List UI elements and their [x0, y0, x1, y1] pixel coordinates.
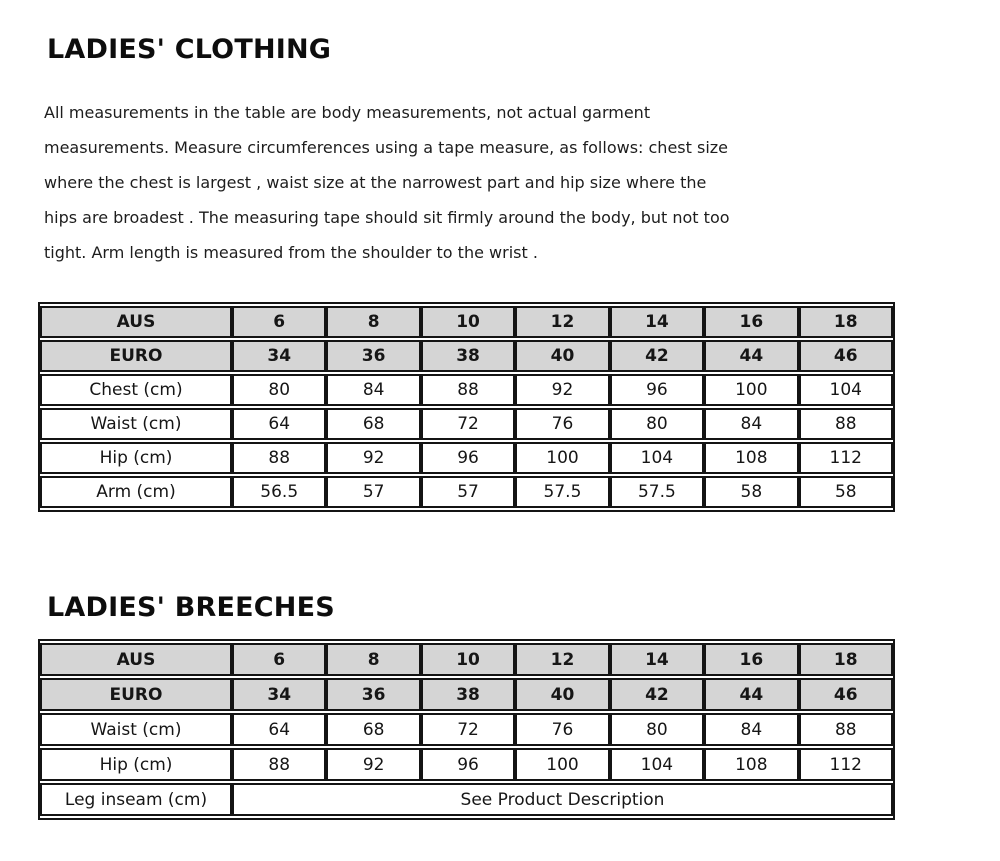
size-cell: 34	[232, 340, 326, 372]
size-cell: 44	[704, 340, 798, 372]
row-label: AUS	[40, 306, 232, 338]
size-cell: 108	[704, 442, 798, 474]
table-row-euro	[40, 340, 893, 372]
size-cell: 80	[610, 408, 704, 440]
size-cell: 68	[326, 408, 420, 440]
size-cell: 112	[799, 442, 893, 474]
size-cell: 92	[515, 374, 609, 406]
size-cell: 18	[799, 643, 893, 676]
size-cell: 88	[799, 408, 893, 440]
size-cell: 8	[326, 306, 420, 338]
size-cell: 100	[704, 374, 798, 406]
size-cell: 104	[610, 442, 704, 474]
size-cell: 64	[232, 713, 326, 746]
row-label: Waist (cm)	[40, 713, 232, 746]
clothing-size-table	[38, 302, 895, 512]
row-label: Waist (cm)	[40, 408, 232, 440]
table-row-aus	[40, 643, 893, 676]
size-cell: 92	[326, 748, 420, 781]
size-cell: 12	[515, 643, 609, 676]
size-cell: 38	[421, 340, 515, 372]
size-cell: 40	[515, 340, 609, 372]
size-cell: 96	[421, 442, 515, 474]
size-cell: 42	[610, 678, 704, 711]
size-cell: 72	[421, 713, 515, 746]
size-cell: 10	[421, 306, 515, 338]
size-cell: 80	[232, 374, 326, 406]
row-label: Arm (cm)	[40, 476, 232, 508]
size-cell: 112	[799, 748, 893, 781]
size-cell: 104	[610, 748, 704, 781]
size-cell: 57	[421, 476, 515, 508]
size-cell: 80	[610, 713, 704, 746]
table-row-hip	[40, 748, 893, 781]
table-row-arm	[40, 476, 893, 508]
table-row-hip	[40, 442, 893, 474]
intro-line: measurements. Measure circumferences using a tape measure, as follows: chest size	[44, 138, 728, 157]
row-label: Chest (cm)	[40, 374, 232, 406]
breeches-size-table	[38, 639, 895, 820]
size-cell: 42	[610, 340, 704, 372]
size-cell: 8	[326, 643, 420, 676]
size-cell: 88	[799, 713, 893, 746]
row-label: Leg inseam (cm)	[40, 783, 232, 816]
size-cell: 57	[326, 476, 420, 508]
size-cell: 108	[704, 748, 798, 781]
size-cell: 72	[421, 408, 515, 440]
size-cell: 84	[704, 408, 798, 440]
size-cell: 40	[515, 678, 609, 711]
clothing-section-title: LADIES' CLOTHING	[47, 34, 332, 66]
breeches-section-title: LADIES' BREECHES	[47, 592, 335, 624]
size-cell: 36	[326, 678, 420, 711]
row-label: AUS	[40, 643, 232, 676]
size-cell: 100	[515, 442, 609, 474]
size-cell: 84	[326, 374, 420, 406]
row-label: EURO	[40, 340, 232, 372]
size-cell: 88	[421, 374, 515, 406]
row-label: Hip (cm)	[40, 442, 232, 474]
size-cell: 34	[232, 678, 326, 711]
size-cell: 36	[326, 340, 420, 372]
size-cell: 76	[515, 713, 609, 746]
size-cell: 92	[326, 442, 420, 474]
size-cell: 68	[326, 713, 420, 746]
size-cell: 84	[704, 713, 798, 746]
size-cell: 96	[610, 374, 704, 406]
intro-line: tight. Arm length is measured from the shoulder to the wrist .	[44, 243, 538, 262]
merged-note-cell: See Product Description	[232, 783, 893, 816]
size-cell: 6	[232, 306, 326, 338]
table-row-chest	[40, 374, 893, 406]
size-cell: 57.5	[515, 476, 609, 508]
table-row-waist	[40, 713, 893, 746]
size-cell: 44	[704, 678, 798, 711]
table-row-waist	[40, 408, 893, 440]
row-label: Hip (cm)	[40, 748, 232, 781]
size-cell: 46	[799, 340, 893, 372]
intro-line: All measurements in the table are body measurements, not actual garment	[44, 103, 651, 122]
size-cell: 46	[799, 678, 893, 711]
table-row-leg-inseam	[40, 783, 893, 816]
table-row-aus	[40, 306, 893, 338]
size-cell: 14	[610, 306, 704, 338]
intro-line: where the chest is largest , waist size at the narrowest part and hip size where the	[44, 173, 707, 192]
size-cell: 6	[232, 643, 326, 676]
size-cell: 10	[421, 643, 515, 676]
size-cell: 58	[704, 476, 798, 508]
table-row-euro	[40, 678, 893, 711]
size-cell: 104	[799, 374, 893, 406]
size-cell: 88	[232, 442, 326, 474]
size-cell: 76	[515, 408, 609, 440]
size-cell: 58	[799, 476, 893, 508]
size-cell: 88	[232, 748, 326, 781]
size-cell: 14	[610, 643, 704, 676]
size-cell: 56.5	[232, 476, 326, 508]
intro-line: hips are broadest . The measuring tape should sit firmly around the body, but not too	[44, 208, 730, 227]
size-cell: 100	[515, 748, 609, 781]
size-cell: 12	[515, 306, 609, 338]
size-cell: 96	[421, 748, 515, 781]
size-cell: 64	[232, 408, 326, 440]
size-cell: 38	[421, 678, 515, 711]
row-label: EURO	[40, 678, 232, 711]
size-cell: 57.5	[610, 476, 704, 508]
size-cell: 16	[704, 643, 798, 676]
size-cell: 16	[704, 306, 798, 338]
measurement-intro-paragraph	[44, 95, 974, 270]
size-cell: 18	[799, 306, 893, 338]
